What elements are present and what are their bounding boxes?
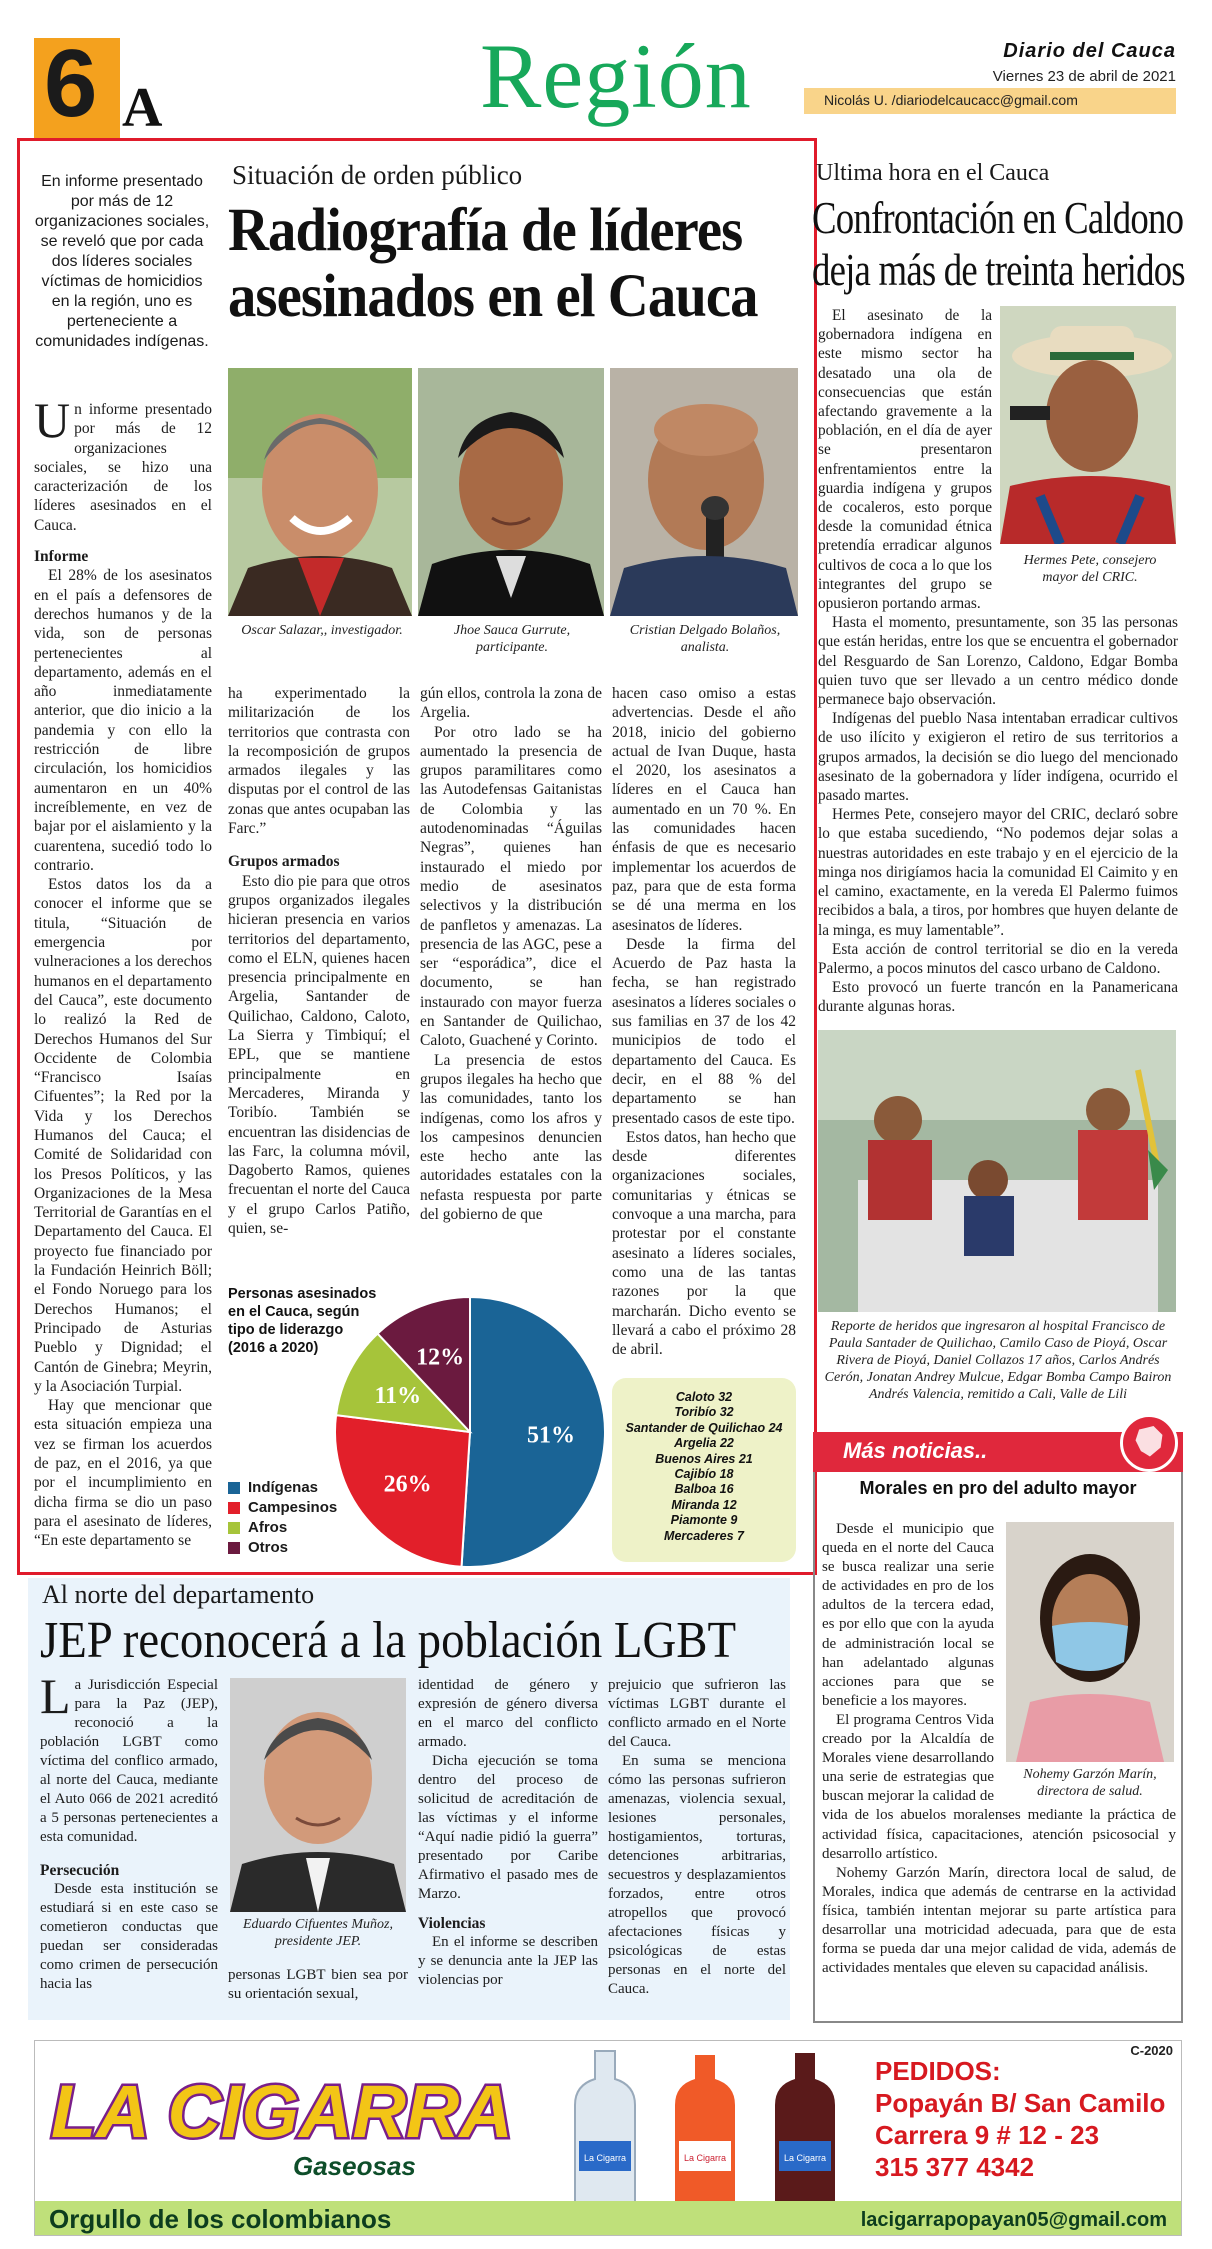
paragraph: hacen caso omiso a estas advertencias. Desde el año 2018, inicio del gobierno actual de Ivan Duque, hasta el 2020, los asesinatos a líderes en el Cauca han aumentado en un 70 %. En las comunidades hacen énfasis de que es necesario implementar los acuerdos de paz, para que de esta forma se dé una merma en los asesinatos de líderes. [612, 685, 796, 934]
lgbt-headline: JEP reconocerá a la población LGBT [40, 1612, 737, 1669]
pie-chart [320, 1282, 610, 1572]
photo-cristian-delgado [610, 368, 798, 616]
photo-caption: Oscar Salazar,, investigador. [241, 623, 403, 638]
municipality-count: Santander de Quilichao 24 [625, 1420, 783, 1435]
municipality-count: Miranda 12 [671, 1497, 737, 1512]
paragraph: ha experimentado la militarización de los territorios que contrasta con la recomposición de grupos armados ilegales y las disputas por el control de las zonas que antes ocupaban las Farc.” [228, 685, 410, 838]
ad-code: C-2020 [1130, 2043, 1173, 2058]
paragraph: gún ellos, controla la zona de Argelia. [420, 685, 602, 722]
bottle-label: La Cigarra [583, 2153, 627, 2163]
logo-text: LA CIGARRA [51, 2070, 513, 2151]
paragraph: El programa Centros Vida creado por la Alcaldía de Morales viene desarrollando una serie de estrategias que buscan mejorar la calidad de vida de los abuelos moralenses mediante la práctica de actividad física, capacitaciones, atención psicosocial y desarrollo artístico. [822, 1711, 1176, 1862]
mas-noticias-column [822, 1520, 1176, 1978]
paragraph: El 28% de los asesinatos en el país a defensores de derechos humanos y de la vida, son de personas pertenecientes al departamento, además en el año inmediatamente anterior, que dio inicio a la pandemia y con ello la restricción de libre circulación, los homicidios aumentaron en un 40% increíblemente, en vez de bajar por el aislamiento y la cuarentena, sucedió todo lo contrario. [34, 567, 212, 874]
photo-caption: Cristian Delgado Bolaños, analista. [629, 623, 781, 655]
photo-jhoe-sauca [418, 368, 604, 616]
paragraph: Desde la firma del Acuerdo de Paz hasta la fecha, se han registrado asesinatos a líderes sociales o sus familias en 37 de los 42 municipios de todo el departamento del Cauca. Es decir, en el 88 % del departamento se han presentado casos de este tipo. [612, 935, 796, 1127]
drop-cap: L [40, 1668, 71, 1724]
subheading: Grupos armados [228, 853, 340, 871]
paper-name: Diario del Cauca [1003, 40, 1176, 62]
subheading: Violencias [418, 1915, 486, 1932]
map-icon [1120, 1414, 1178, 1472]
page-number: 6 [44, 30, 98, 137]
right-column [818, 306, 1178, 1017]
lgbt-column-4 [608, 1676, 786, 1999]
subheading: Informe [34, 548, 89, 566]
paragraph: identidad de género y expresión de género diversa en el marco del conflicto armado. [418, 1677, 598, 1750]
ad-phone: 315 377 4342 [875, 2152, 1035, 2182]
chart-title: Personas asesinados en el Cauca, según tipo de liderazgo (2016 a 2020) [228, 1286, 377, 1356]
main-column-1 [34, 392, 212, 1551]
main-column-3 [420, 684, 602, 1224]
photo-float-space [992, 306, 1178, 596]
paragraph: Estos datos los da a conocer el informe que se titula, “Situación de emergencia por vulneraciones a los derechos humanos en el departamento del Cauca”, este documento lo realizó la Red de Derechos Humanos del Sur Occidente de Colombia “Francisco Isaías Cifuentes”; la Red por la Vida y los Derechos Humanos del Cauca; el Comité de Solidaridad con los Presos Políticos, y las Organizaciones de la Mesa Territorial de Garantías en el Departamento del Cauca. El proyecto fue financiado por la Fundación Heinrich Böll; el Fondo Noruego para los Derechos Humanos; el Principado de Asturias Pueblo y Dignidad; el Cantón de Ginebra; Meyrin, y la Asociación Turpial. [34, 876, 212, 1395]
main-column-2 [228, 684, 410, 1238]
legend-swatch [228, 1522, 240, 1534]
paragraph: Desde el municipio que queda en el norte del Cauca se busca realizar una serie de actividades en pro de los adultos de la tercera edad, es por ello que con la ayuda de administración local se han adelantado algunas acciones para que se beneficie a los mayores. [822, 1521, 994, 1709]
ad-slogan: Orgullo de los colombianos [49, 2204, 392, 2234]
photo-caption: Eduardo Cifuentes Muñoz, presidente JEP. [243, 1917, 393, 1949]
paragraph: personas LGBT bien sea por su orientación sexual, [228, 1967, 408, 2002]
legend-label: Afros [248, 1519, 288, 1536]
paragraph: Hermes Pete, consejero mayor del CRIC, declaró sobre lo que estaba sucediendo, “No podemos dejar solas a nuestras autoridades en este trabajo y en el ejercicio de la minga nos dirigíamos hacia la comunidad El Caimito y en el camino, exactamente, en la vereda El Palermo fuimos recibidos a bala, a tiros, por hombres que huyen delante de la minga, es muy lamentable”. [818, 806, 1178, 939]
ad-email: lacigarrapopayan05@gmail.com [860, 2209, 1167, 2231]
pie-label: 12% [416, 1344, 465, 1371]
paper-date: Viernes 23 de abril de 2021 [992, 68, 1176, 85]
drop-cap: U [34, 392, 71, 448]
photo-eduardo-cifuentes [230, 1678, 406, 1912]
municipality-count: Piamonte 9 [670, 1513, 738, 1528]
lgbt-kicker: Al norte del departamento [42, 1580, 315, 1609]
photo-injured-report [818, 1030, 1176, 1312]
right-kicker: Ultima hora en el Cauca [816, 160, 1050, 186]
legend-entry [228, 1478, 337, 1498]
main-column-4 [612, 684, 796, 1359]
lead-paragraph: n informe presentado por más de 12 organizaciones sociales, se hizo una caracterización de los líderes asesinados en el Cauca. [34, 401, 212, 534]
lead-paragraph: a Jurisdicción Especial para la Paz (JEP), reconoció a la población LGBT como víctima del conflico armado, al norte del Cauca, mediante el Auto 066 de 2021 acreditó a 5 personas pertenecientes a esta comunidad. [40, 1677, 218, 1845]
paragraph: La presencia de estos grupos ilegales ha hecho que las comunidades, tanto los indígenas, como los afros y los campesinos denuncien este hecho ante las autoridades estatales con la nefasta respuesta por parte del gobierno de que [420, 1051, 602, 1224]
paragraph: Esto provocó un fuerte trancón en la Panamericana durante algunas horas. [818, 979, 1178, 1016]
bottle-label: La Cigarra [783, 2153, 827, 2163]
ad-subtitle: Gaseosas [293, 2151, 416, 2181]
municipality-count: Cajibío 18 [674, 1467, 734, 1482]
pie-label: 51% [526, 1422, 575, 1449]
legend-swatch [228, 1482, 240, 1494]
legend-entry [228, 1498, 337, 1518]
subheading: Persecución [40, 1862, 120, 1879]
photo-float-space [994, 1520, 1176, 1804]
mas-noticias-bar: Más noticias.. [813, 1432, 1183, 1472]
legend-entry [228, 1518, 337, 1538]
right-headline-line: Confrontación en Caldono [812, 192, 1184, 243]
legend-swatch [228, 1542, 240, 1554]
municipality-count: Toribío 32 [674, 1405, 734, 1420]
photo-caption: Reporte de heridos que ingresaron al hospital Francisco de Paula Santader de Quilichao, Camilo Caso de Pioyá, Oscar Rivera de Pioyá, Daniel Collazos 17 años, Carlos Andrés Cerón, Jonatan Andrey Mulcue, Edgar Bomba Campo Bairon Andrés Valencia, remitido a Cali, Valle de Lili [824, 1319, 1172, 1402]
paragraph: Esto dio pie para que otros grupos organizados ilegales hicieran presencia en varios territorios del departamento, como el ELN, quienes hacen presencia principalmente en Argelia, Santander de Quilichao, Caldono, Caloto, La Sierra y Timbiquí; el EPL, que se mantiene principalmente en Mercaderes, Miranda y Toribío. También se encuentran las disidencias de las Farc, la columna móvil, Dagoberto Ramos, quienes frecuentan el norte del Cauca y el grupo Carlos Patiño, quien, se- [228, 872, 410, 1238]
photo-caption: Nohemy Garzón Marín, directora de salud. [1023, 1767, 1157, 1799]
municipality-counts-box [612, 1378, 796, 1562]
legend-label: Otros [248, 1539, 289, 1556]
section-title: Región [480, 25, 752, 127]
lgbt-column-2-bottom [228, 1966, 408, 2004]
municipality-count: Balboa 16 [674, 1482, 734, 1497]
bottle-label: La Cigarra [683, 2153, 727, 2163]
paragraph: En el informe se describen y se denuncia ante la JEP las violencias por [418, 1934, 598, 1988]
legend-entry [228, 1538, 337, 1558]
mas-noticias-headline: Morales en pro del adulto mayor [859, 1478, 1137, 1498]
intro-summary: En informe presentado por más de 12 organizaciones sociales, se reveló que por cada dos líderes sociales víctimas de homicidios en la región, uno es perteneciente a comunidades indígenas. [34, 173, 210, 350]
municipality-count: Mercaderes 7 [664, 1528, 744, 1543]
la-cigarra-logo [45, 2067, 515, 2151]
paragraph: Por otro lado se ha aumentado la presencia de grupos paramilitares como las Autodefensas Gaitanistas de Colombia y las autodenominadas “Águilas Negras”, quienes han instaurado el miedo por medio de asesinatos selectivos y la distribución de panfletos y amenazas. La presencia de las AGC, pese a ser “esporádica”, dice el documento, se han instaurado con mayor fuerza en Santander de Quilichao, Caloto, Guachené y Corinto. [420, 723, 602, 1050]
photo-caption: Hermes Pete, consejero mayor del CRIC. [1023, 553, 1157, 585]
page-letter: A [122, 77, 163, 139]
byline-bar: Nicolás U. /diariodelcaucacc@gmail.com [804, 88, 1176, 114]
municipality-count: Caloto 32 [675, 1390, 733, 1404]
municipality-count: Buenos Aires 21 [655, 1451, 753, 1466]
legend-label: Indígenas [248, 1479, 319, 1496]
pie-label: 11% [374, 1383, 422, 1410]
ad-address-1: Popayán B/ San Camilo [875, 2088, 1166, 2118]
right-headline [812, 192, 1185, 296]
legend-label: Campesinos [248, 1499, 338, 1516]
paragraph: Indígenas del pueblo Nasa intentaban erradicar cultivos de uso ilícito y exigieron el retiro de sus territorios a grupos armados, la decisión se dio luego del mencionado asesinato de la gobernadora y líder indígena, ocurrido el pasado martes. [818, 710, 1178, 805]
paragraph: Desde esta institución se estudiará si en este caso se cometieron conductas que puedan ser consideradas como crimen de persecución hacia las [40, 1881, 218, 1992]
main-kicker: Situación de orden público [232, 160, 523, 190]
ad-pedidos: PEDIDOS: [875, 2056, 1001, 2086]
ad-contact-block [875, 2055, 1165, 2183]
legend-swatch [228, 1502, 240, 1514]
paragraph: Dicha ejecución se toma dentro del proceso de solicitud de acreditación de las víctimas y el informe “Aquí nadie pidió la guerra” presentado por Caribe Afirmativo el pasado mes de Marzo. [418, 1753, 598, 1902]
paragraph: Nohemy Garzón Marín, directora local de salud, de Morales, indica que además de centrarse en la actividad física, también intentan mejorar su parte artística para desarrollar una motricidad adecuada, para que de esta forma se pueda dar una mejor calidad de vida, además de actividades mentales que eleven su capacidad análisis. [822, 1864, 1176, 1977]
right-headline-line: deja más de treinta heridos [812, 244, 1185, 295]
municipality-count: Argelia 22 [674, 1436, 734, 1451]
chart-legend [228, 1478, 337, 1558]
paragraph: El asesinato de la gobernadora indígena en este mismo sector ha desatado una ola de consecuencias que están afectando gravemente a la población, en el día de ayer se presentaron enfrentamientos entre la guardia indígena y grupos de cocaleros, esto porque desde la comunidad étnica pretendía erradicar algunos cultivos de coca a lo que los integrantes del grupo se opusieron portando armas. [818, 307, 992, 613]
lgbt-column-1 [40, 1668, 218, 1994]
advertisement-la-cigarra [34, 2040, 1182, 2236]
ad-address-2: Carrera 9 # 12 - 23 [875, 2120, 1100, 2150]
paragraph: Hasta el momento, presuntamente, son 35 las personas que están heridas, entre los que se encuentra el gobernador del Resguardo de San Lorenzo, Caldono, Edgar Bomba quien tuvo que ser llevado a un centro médico donde permanece bajo observación. [818, 614, 1178, 709]
photo-caption: Jhoe Sauca Gurrute, participante. [453, 623, 571, 655]
pie-label: 26% [383, 1471, 432, 1498]
main-headline: Radiografía de líderes asesinados en el Cauca [228, 197, 758, 330]
paragraph: Estos datos, han hecho que desde diferentes organizaciones sociales, comunitarias y étnicas se convoque a una marcha, para protestar por el constante asesinato a líderes sociales, como una de las tantas razones por la que marcharán. Dicho evento se llevará a cabo el próximo 28 de abril. [612, 1128, 796, 1359]
lgbt-column-3 [418, 1676, 598, 1990]
paragraph: Hay que mencionar que esta situación empieza una vez se firman los acuerdos de paz, en el 2016, ya que por el incumplimiento en dicha firma se dio un paso para el asesinato de líderes, “En este departamento se [34, 1397, 212, 1550]
paragraph: En suma se menciona cómo las personas sufrieron amenazas, violencia sexual, lesiones personales, hostigamientos, torturas, detenciones arbitrarias, secuestros y desplazamientos forzados, entre otros atropellos que provocó afectaciones físicas y psicológicas de estas personas en el norte del Cauca. [608, 1753, 786, 1997]
paragraph: prejuicio que sufrieron las víctimas LGBT durante el conflicto armado en el Norte del Cauca. [608, 1677, 786, 1750]
bottles-illustration [545, 2045, 875, 2205]
paragraph: Esta acción de control territorial se dio en la vereda Palermo, a pocos minutos del casco urbano de Caldono. [818, 940, 1178, 977]
photo-oscar-salazar [228, 368, 412, 616]
